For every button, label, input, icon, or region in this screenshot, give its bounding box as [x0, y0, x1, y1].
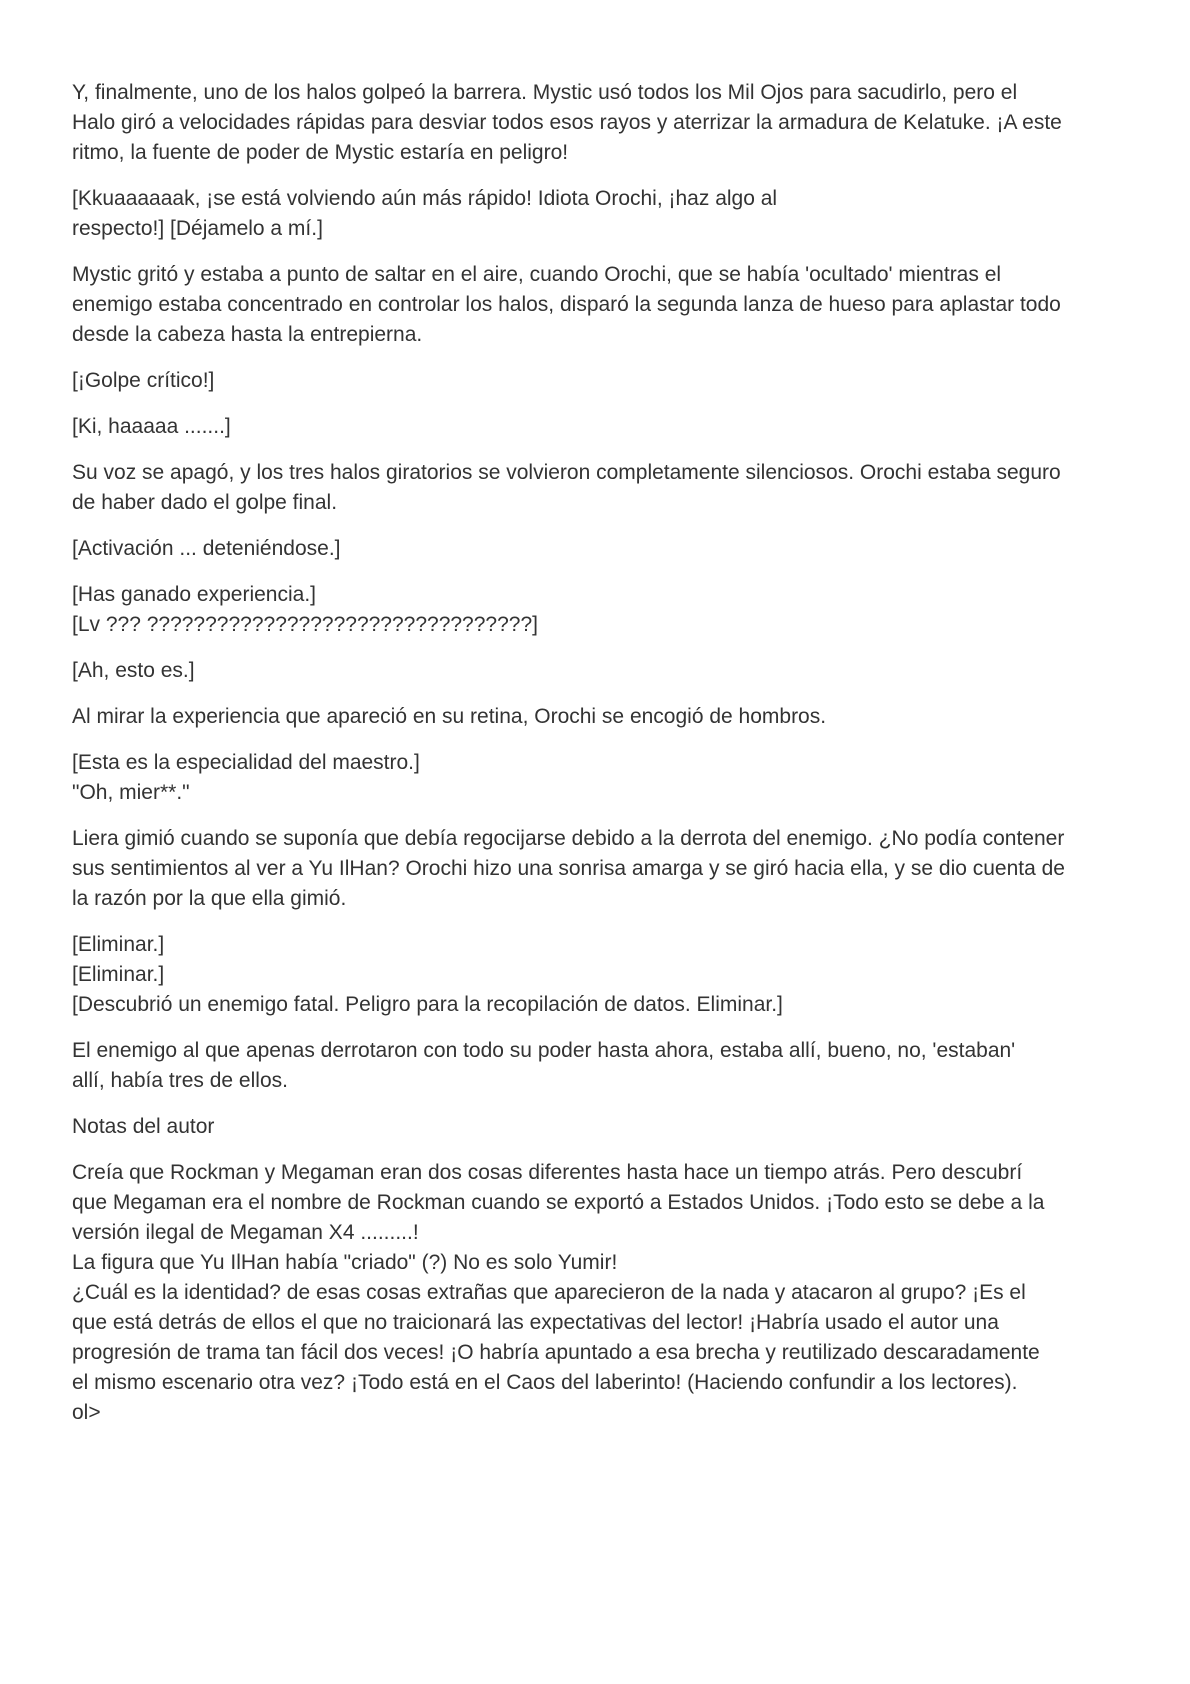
text-line: "Oh, mier**.": [72, 781, 190, 804]
paragraph: [72, 458, 1122, 518]
paragraph: [72, 412, 1122, 442]
text-line: [Eliminar.]: [72, 963, 165, 986]
text-line: desde la cabeza hasta la entrepierna.: [72, 323, 423, 346]
text-line: [Kkuaaaaaak, ¡se está volviendo aún más rápido! Idiota Orochi, ¡haz algo al: [72, 187, 778, 210]
document-body: [72, 78, 1122, 1428]
text-line: [Lv ??? ?????????????????????????????????]: [72, 613, 538, 636]
paragraph: [72, 702, 1122, 732]
text-line: Liera gimió cuando se suponía que debía regocijarse debido a la derrota del enemigo. ¿No podía contener: [72, 827, 1065, 850]
text-line: Notas del autor: [72, 1115, 215, 1138]
text-line: sus sentimientos al ver a Yu IlHan? Orochi hizo una sonrisa amarga y se giró hacia ella, y se dio cuenta de: [72, 857, 1065, 880]
paragraph: [72, 748, 1122, 808]
paragraph: [72, 1036, 1122, 1096]
text-line: Al mirar la experiencia que apareció en su retina, Orochi se encogió de hombros.: [72, 705, 827, 728]
text-line: [Descubrió un enemigo fatal. Peligro para la recopilación de datos. Eliminar.]: [72, 993, 783, 1016]
text-line: La figura que Yu IlHan había "criado" (?) No es solo Yumir!: [72, 1251, 618, 1274]
text-line: [Eliminar.]: [72, 933, 165, 956]
paragraph: [72, 824, 1122, 914]
text-line: Halo giró a velocidades rápidas para desviar todos esos rayos y aterrizar la armadura de Kelatuke. ¡A este: [72, 111, 1062, 134]
text-line: ol>: [72, 1401, 101, 1424]
text-line: ¿Cuál es la identidad? de esas cosas extrañas que aparecieron de la nada y atacaron al grupo? ¡Es el: [72, 1281, 1026, 1304]
text-line: allí, había tres de ellos.: [72, 1069, 288, 1092]
text-line: [Activación ... deteniéndose.]: [72, 537, 341, 560]
text-line: Creía que Rockman y Megaman eran dos cosas diferentes hasta hace un tiempo atrás. Pero descubrí: [72, 1161, 1023, 1184]
paragraph: [72, 366, 1122, 396]
text-line: ritmo, la fuente de poder de Mystic estaría en peligro!: [72, 141, 569, 164]
text-line: [¡Golpe crítico!]: [72, 369, 215, 392]
paragraph: [72, 184, 1122, 244]
text-line: [Ah, esto es.]: [72, 659, 195, 682]
text-line: versión ilegal de Megaman X4 .........!: [72, 1221, 419, 1244]
text-line: [Has ganado experiencia.]: [72, 583, 316, 606]
text-line: enemigo estaba concentrado en controlar los halos, disparó la segunda lanza de hueso para aplastar todo: [72, 293, 1061, 316]
author-notes-heading: [72, 1112, 1122, 1142]
text-line: que está detrás de ellos el que no traicionará las expectativas del lector! ¡Habría usado el autor una: [72, 1311, 999, 1334]
text-line: Su voz se apagó, y los tres halos giratorios se volvieron completamente silenciosos. Orochi estaba seguro: [72, 461, 1061, 484]
text-line: [Ki, haaaaa .......]: [72, 415, 231, 438]
text-line: [Esta es la especialidad del maestro.]: [72, 751, 420, 774]
paragraph: [72, 930, 1122, 1020]
text-line: respecto!] [Déjamelo a mí.]: [72, 217, 323, 240]
text-line: Y, finalmente, uno de los halos golpeó la barrera. Mystic usó todos los Mil Ojos para sacudirlo, pero el: [72, 81, 1018, 104]
text-line: progresión de trama tan fácil dos veces! ¡O habría apuntado a esa brecha y reutilizado descaradamente: [72, 1341, 1040, 1364]
text-line: el mismo escenario otra vez? ¡Todo está en el Caos del laberinto! (Haciendo confundir a los lectores).: [72, 1371, 1018, 1394]
text-line: Mystic gritó y estaba a punto de saltar en el aire, cuando Orochi, que se había 'ocultado' mientras el: [72, 263, 1002, 286]
paragraph: [72, 580, 1122, 640]
text-line: El enemigo al que apenas derrotaron con todo su poder hasta ahora, estaba allí, bueno, no, 'estaban': [72, 1039, 1016, 1062]
text-line: que Megaman era el nombre de Rockman cuando se exportó a Estados Unidos. ¡Todo esto se debe a la: [72, 1191, 1045, 1214]
author-notes: [72, 1158, 1122, 1428]
text-line: de haber dado el golpe final.: [72, 491, 338, 514]
paragraph: [72, 656, 1122, 686]
paragraph: [72, 534, 1122, 564]
paragraph: [72, 260, 1122, 350]
paragraph: [72, 78, 1122, 168]
text-line: la razón por la que ella gimió.: [72, 887, 347, 910]
